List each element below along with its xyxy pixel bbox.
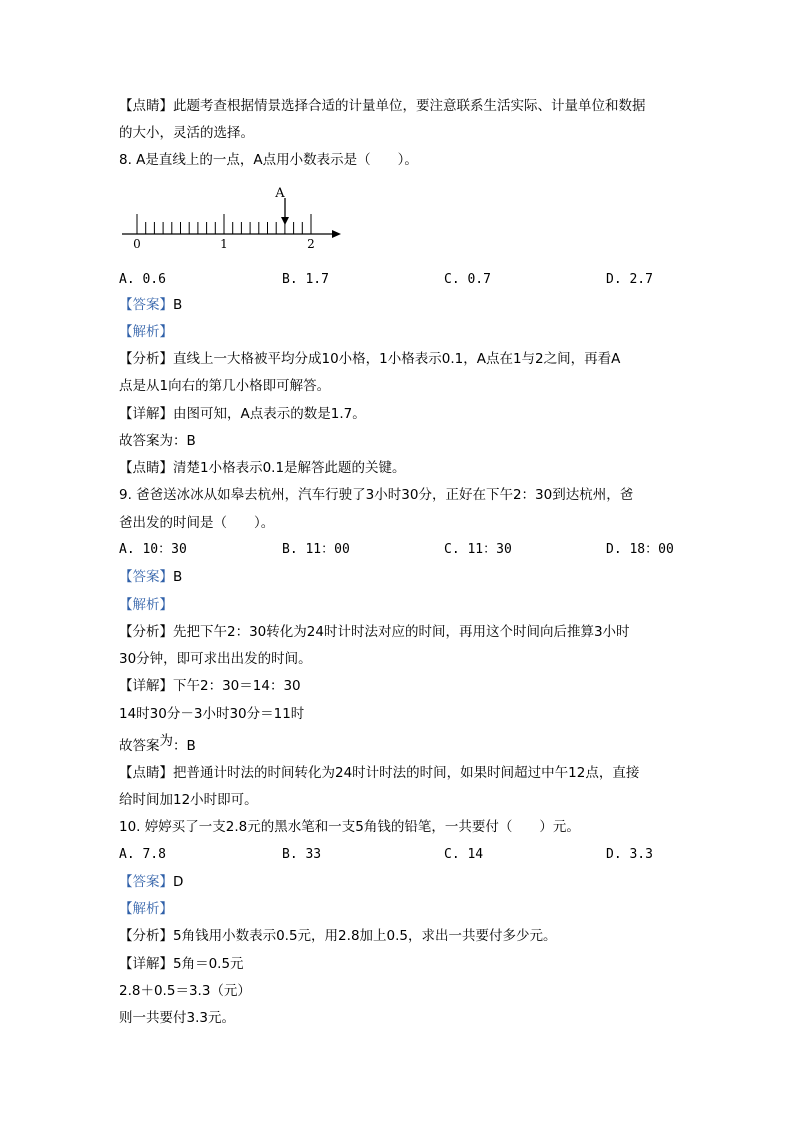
q9-xiangjie: 【详解】下午2：30＝14：30 — [119, 678, 301, 694]
q10-answer: 【答案】D — [119, 874, 184, 890]
answer-tag: 【答案】 — [119, 874, 173, 890]
q7-dianjing-line1: 【点睛】此题考查根据情景选择合适的计量单位，要注意联系生活实际、计量单位和数据 — [119, 98, 646, 114]
answer-tag: 【答案】 — [119, 569, 173, 585]
q8-stem: 8. A是直线上的一点，A点用小数表示是（ ）。 — [119, 152, 418, 168]
q8-option-a[interactable]: A. 0.6 — [119, 272, 166, 287]
q10-jiexi-tag: 【解析】 — [119, 901, 173, 917]
q9-final-answer: 故答案为：B — [119, 733, 196, 754]
q10-option-a[interactable]: A. 7.8 — [119, 847, 166, 862]
q10-option-c[interactable]: C. 14 — [444, 847, 484, 862]
q9-dianjing-line1: 【点睛】把普通计时法的时间转化为24时计时法的时间，如果时间超过中午12点，直接 — [119, 765, 640, 781]
q9-stem-line1: 9. 爸爸送冰冰从如皋去杭州，汽车行驶了3小时30分，正好在下午2：30到达杭州，爸 — [119, 487, 634, 503]
q8-jiexi-tag: 【解析】 — [119, 324, 173, 340]
q9-jiexi-tag: 【解析】 — [119, 597, 173, 613]
q8-final-answer: 故答案为：B — [119, 433, 196, 449]
q10-option-d[interactable]: D. 3.3 — [606, 847, 653, 862]
q7-dianjing-line2: 的大小，灵活的选择。 — [119, 125, 254, 141]
q8-answer: 【答案】B — [119, 297, 183, 313]
q10-final-answer: 则一共要付3.3元。 — [119, 1010, 235, 1026]
xiangjie-tag: 【详解】 — [119, 406, 173, 422]
q9-stem-line2: 爸出发的时间是（ ）。 — [119, 515, 275, 531]
dianjing-tag: 【点睛】 — [119, 765, 173, 781]
tick-label-0: 0 — [133, 237, 141, 251]
point-a-label: A — [275, 186, 285, 201]
dianjing-tag: 【点睛】 — [119, 460, 173, 476]
fenxi-tag: 【分析】 — [119, 928, 173, 944]
q9-option-b[interactable]: B. 11：00 — [282, 542, 350, 557]
xiangjie-tag: 【详解】 — [119, 678, 173, 694]
q9-option-a[interactable]: A. 10：30 — [119, 542, 187, 557]
q9-answer: 【答案】B — [119, 569, 183, 585]
tick-label-2: 2 — [307, 237, 315, 251]
number-line-figure — [110, 180, 350, 254]
q8-fenxi-line2: 点是从1向右的第几小格即可解答。 — [119, 378, 331, 394]
q9-dianjing-line2: 给时间加12小时即可。 — [119, 792, 258, 808]
q8-option-d[interactable]: D. 2.7 — [606, 272, 653, 287]
q8-dianjing: 【点睛】清楚1小格表示0.1是解答此题的关键。 — [119, 460, 406, 476]
q8-option-c[interactable]: C. 0.7 — [444, 272, 491, 287]
q9-fenxi-line1: 【分析】先把下午2：30转化为24时计时法对应的时间，再用这个时间向后推算3小时 — [119, 624, 630, 640]
q8-option-b[interactable]: B. 1.7 — [282, 272, 329, 287]
q10-calc: 2.8＋0.5＝3.3（元） — [119, 983, 251, 999]
xiangjie-tag: 【详解】 — [119, 956, 173, 972]
q10-fenxi: 【分析】5角钱用小数表示0.5元，用2.8加上0.5，求出一共要付多少元。 — [119, 928, 557, 944]
q9-option-d[interactable]: D. 18：00 — [606, 542, 674, 557]
q10-xiangjie: 【详解】5角＝0.5元 — [119, 956, 244, 972]
dianjing-tag: 【点睛】 — [119, 98, 173, 114]
number-line-arrow-icon — [332, 230, 341, 238]
q10-option-b[interactable]: B. 33 — [282, 847, 322, 862]
q8-xiangjie: 【详解】由图可知，A点表示的数是1.7。 — [119, 406, 366, 422]
answer-tag: 【答案】 — [119, 297, 173, 313]
q9-option-c[interactable]: C. 11：30 — [444, 542, 512, 557]
fenxi-tag: 【分析】 — [119, 624, 173, 640]
fenxi-tag: 【分析】 — [119, 351, 173, 367]
q10-stem: 10. 婷婷买了一支2.8元的黑水笔和一支5角钱的铅笔，一共要付（ ）元。 — [119, 819, 580, 835]
tick-label-1: 1 — [220, 237, 228, 251]
q9-fenxi-line2: 30分钟，即可求出出发的时间。 — [119, 651, 312, 667]
q9-calc: 14时30分－3小时30分＝11时 — [119, 706, 305, 722]
q8-fenxi-line1: 【分析】直线上一大格被平均分成10小格，1小格表示0.1，A点在1与2之间，再看A — [119, 351, 621, 367]
